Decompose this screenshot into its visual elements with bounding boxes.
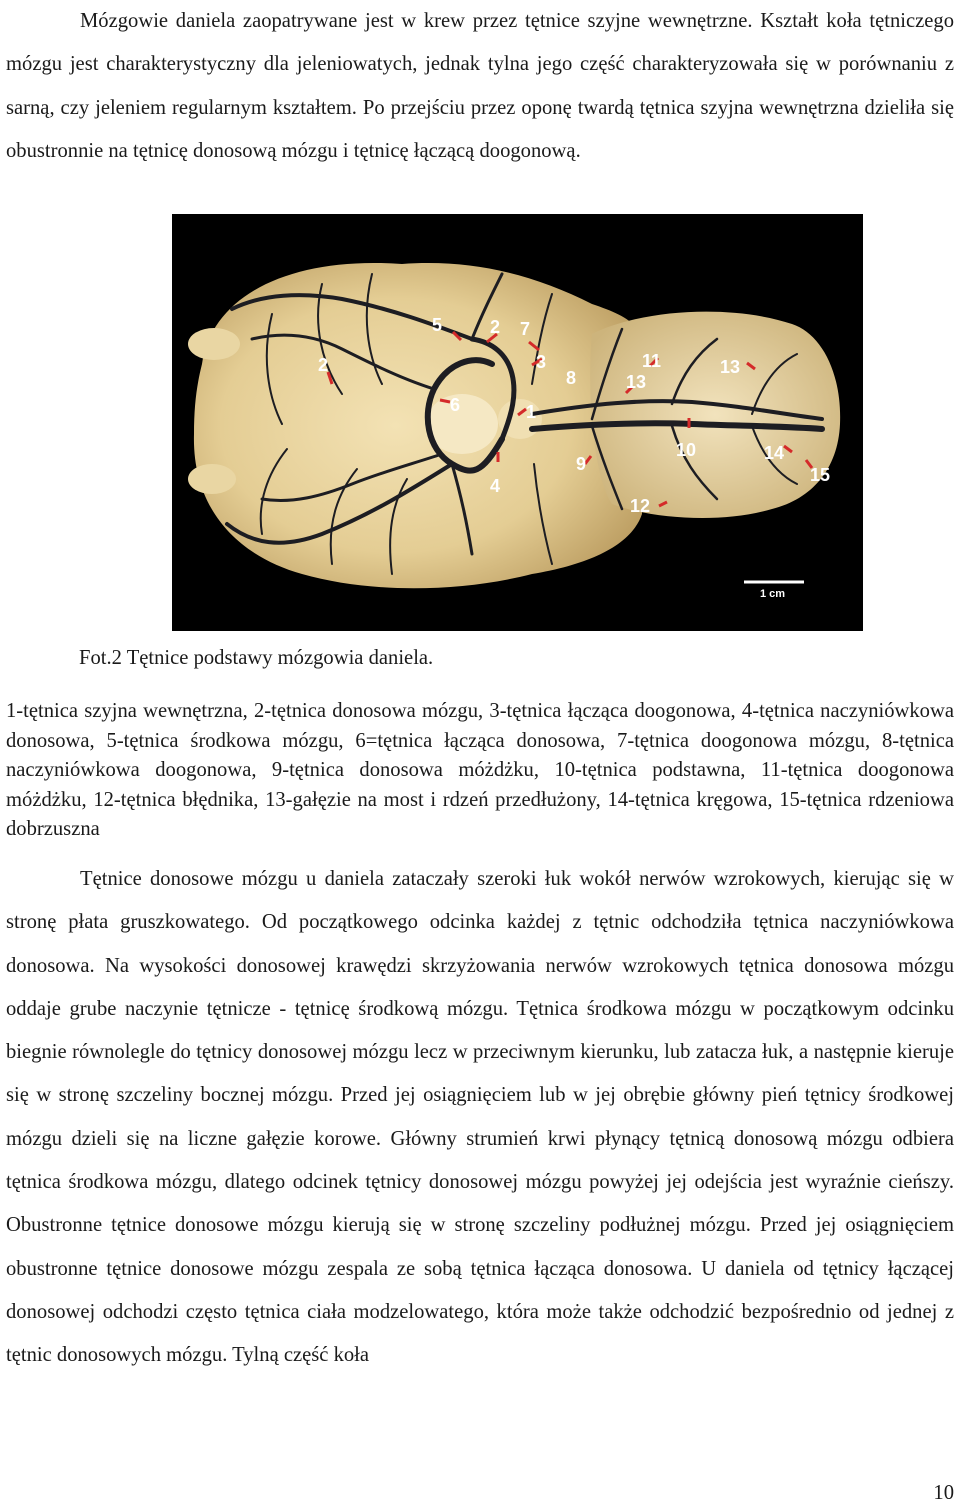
figure-legend: 1-tętnica szyjna wewnętrzna, 2-tętnica donosowa mózgu, 3-tętnica łącząca doogonowa, 4-tętnica naczyniówkowa donosowa, 5-tętnica środkowa mózgu, 6=tętnica łącząca donosowa, 7-tętnica doogonowa mózgu, 8-tętnica naczyniówkowa doogonowa, 9-tętnica donosowa móżdżku, 10-tętnica podstawna, 11-tętnica doogonowa móżdżku, 12-tętnica błędnika, 13-gałęzie na most i rdzeń przedłużony, 14-tętnica kręgowa, 15-tętnica rdzeniowa dobrzuszna <box>6 700 954 841</box>
brain-photo <box>172 214 863 631</box>
label-4: 4 <box>490 476 501 496</box>
label-6: 6 <box>450 395 461 415</box>
brain-photo-illustration <box>172 214 863 631</box>
label-13-right: 13 <box>720 357 741 377</box>
figure-caption: Fot.2 Tętnice podstawy mózgowia daniela. <box>79 647 434 669</box>
label-1: 1 <box>526 402 537 422</box>
label-11: 11 <box>642 351 662 371</box>
label-2-upper: 2 <box>490 317 501 337</box>
label-5: 5 <box>432 315 443 335</box>
label-9: 9 <box>576 454 587 474</box>
intro-paragraph: Mózgowie daniela zaopatrywane jest w krew przez tętnice szyjne wewnętrzne. Kształt koła tętniczego mózgu jest charakterystyczny dla jeleniowatych, jednak tylna jego część charakteryzowała się w porównaniu z sarną, czy jeleniem regularnym kształtem. Po przejściu przez oponę twardą tętnica szyjna wewnętrzna dzieliła się obustronnie na tętnicę donosową mózgu i tętnicę łączącą doogonową. <box>6 10 954 163</box>
olfactory-bulb-lower <box>188 464 236 494</box>
page-number: 10 <box>933 1482 954 1504</box>
label-3: 3 <box>536 352 547 372</box>
label-2-left: 2 <box>318 355 329 375</box>
body-paragraph: Tętnice donosowe mózgu u daniela zataczały szeroki łuk wokół nerwów wzrokowych, kierując się w stronę płata gruszkowatego. Od początkowego odcinka każdej z tętnic odchodziła tętnica naczyniówkowa donosowa. Na wysokości donosowej krawędzi skrzyżowania nerwów wzrokowych tętnica donosowa mózgu oddaje grube naczynie tętnicze - tętnicę środkową mózgu. Tętnica środkowa mózgu w początkowym odcinku biegnie równolegle do tętnicy donosowej mózgu lecz w przeciwnym kierunku, lub zatacza łuk, a następnie kieruje się w stronę szczeliny bocznej mózgu. Przed jej osiągnięciem lub w jej obrębie główny pień tętnicy środkowej mózgu dzieli się na liczne gałęzie korowe. Główny strumień krwi płynący tętnicą donosową mózgu odbiera tętnica środkowa mózgu, dlatego odcinek tętnicy donosowej mózgu powyżej jej odejścia jest wyraźnie cieńszy. Obustronne tętnice donosowe mózgu kierują się w stronę szczeliny podłużnej mózgu. Przed jej osiągnięciem obustronne tętnice donosowe mózgu zespala ze sobą tętnica łącząca donosowa. U daniela od tętnicy łączącej donosowej odchodzi często tętnica ciała modzelowatego, która może także odchodzić bezpośrednio od jednej z tętnic donosowych mózgu. Tylną część koła <box>6 868 954 1367</box>
olfactory-bulb-upper <box>188 328 240 360</box>
label-14: 14 <box>764 443 785 463</box>
label-8: 8 <box>566 368 577 388</box>
label-10: 10 <box>676 440 697 460</box>
label-13-left: 13 <box>626 372 647 392</box>
label-12: 12 <box>630 496 651 516</box>
scale-bar-label: 1 cm <box>760 588 786 600</box>
label-7: 7 <box>520 319 531 339</box>
label-15: 15 <box>810 465 831 485</box>
